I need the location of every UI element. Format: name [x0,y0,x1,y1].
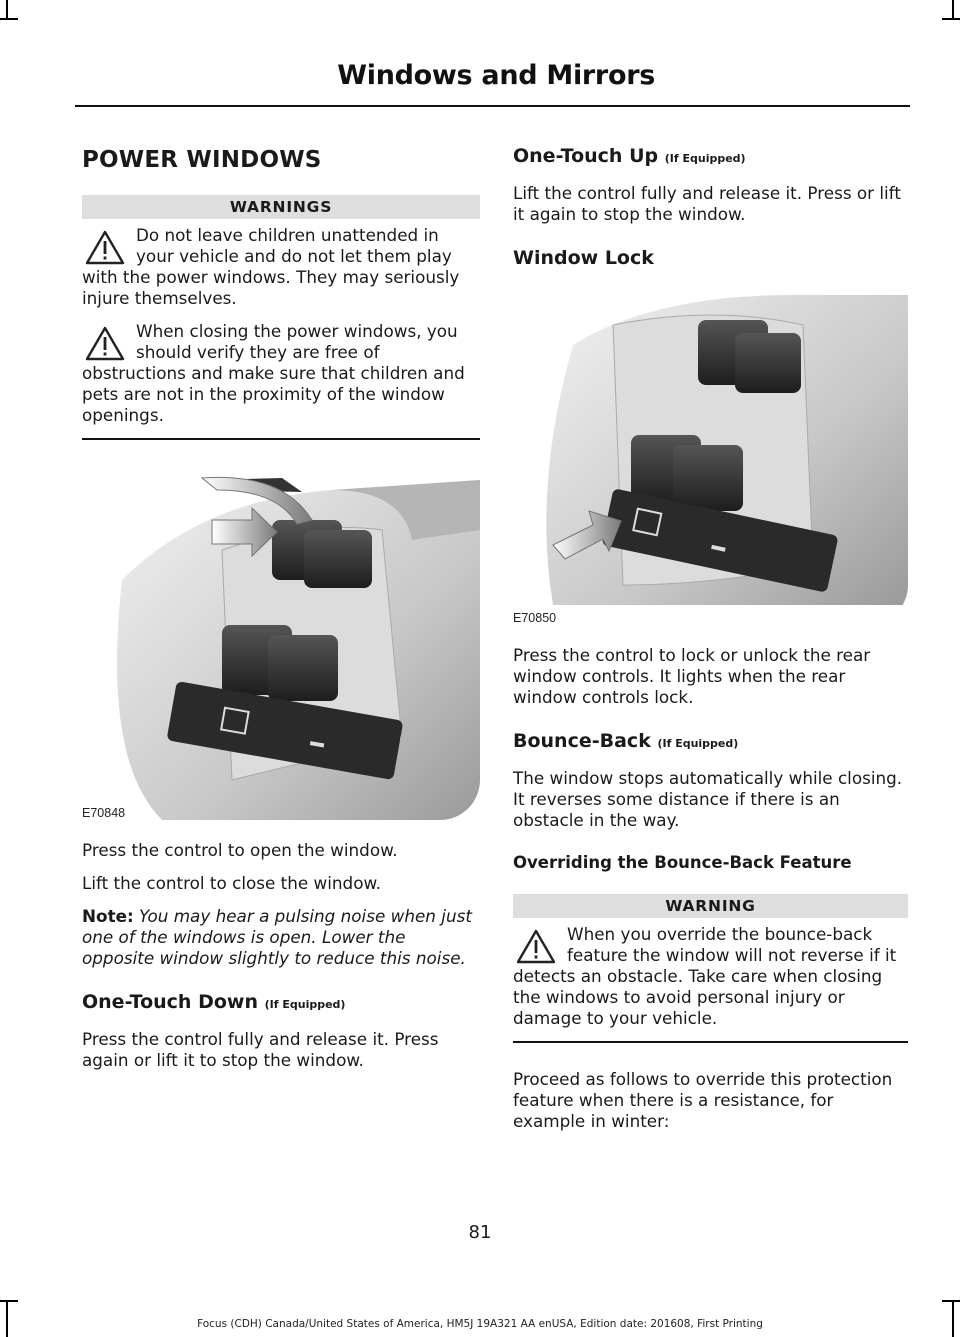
subsection-title [82,991,480,1013]
crop-mark [6,0,8,18]
subsection-title: Window Lock [513,247,654,269]
paragraph: Lift the control to close the window. [82,872,381,893]
page-footer: Focus (CDH) Canada/United States of America, HM5J 19A321 AA enUSA, Edition date: 201608, First Printing [197,1318,763,1330]
paragraph: The window stops automatically while closing. It reverses some distance if there is an obstacle in the way. [513,768,903,830]
paragraph: Press the control to open the window. [82,839,398,860]
note-text: You may hear a pulsing noise when just one of the windows is open. Lower the opposite window slightly to reduce this noise. [82,905,472,968]
warnings-header: WARNINGS [82,195,480,219]
page-header-title: Windows and Mirrors [337,60,655,91]
if-equipped-qualifier: (If Equipped) [657,737,739,750]
warning-triangle-icon [84,229,126,267]
warning-triangle-icon [84,325,126,363]
warning-item [513,924,908,1029]
subsection-title-text: One-Touch Up [513,145,659,167]
warning-end-rule [513,1041,908,1043]
crop-mark [942,18,960,20]
warning-text: When closing the power windows, you should verify they are free of obstructions and make sure that children and pets are not in the proximity of the window openings. [82,321,465,425]
left-column [82,135,480,1083]
page-number: 81 [468,1222,492,1243]
window-lock-illustration [513,285,908,625]
section-title: POWER WINDOWS [82,147,322,173]
warning-text: When you override the bounce-back feature the window will not reverse if it detects an obstacle. Take care when closing the windows to avoid personal injury or damage to your vehicle. [513,924,897,1028]
subsection-title [513,145,908,167]
paragraph: Press the control fully and release it. Press again or lift it to stop the window. [82,1028,439,1070]
warning-text: Do not leave children unattended in your vehicle and do not let them play with the power windows. They may seriously injure themselves. [82,225,460,308]
crop-mark [0,18,18,20]
paragraph: Press the control to lock or unlock the rear window controls. It lights when the rear window controls lock. [513,645,871,707]
warning-header: WARNING [513,894,908,918]
crop-mark [0,1300,18,1302]
crop-mark [942,1300,960,1302]
warning-triangle-icon [515,928,557,966]
header-divider [75,105,910,107]
subsubsection-title: Overriding the Bounce-Back Feature [513,853,852,872]
subsection-title-text: One-Touch Down [82,990,258,1013]
subsection-title-text: Bounce-Back [513,730,651,752]
if-equipped-qualifier: (If Equipped) [664,152,746,165]
window-lock-figure [513,285,908,625]
warnings-end-rule [82,438,480,440]
paragraph: Lift the control fully and release it. Press or lift it again to stop the window. [513,183,901,224]
right-column [513,135,908,1144]
window-switch-figure [82,460,480,820]
if-equipped-qualifier: (If Equipped) [264,997,346,1011]
paragraph: Proceed as follows to override this protection feature when there is a resistance, for example in winter: [513,1068,893,1131]
figure-code: E70850 [513,611,557,625]
crop-mark [952,0,954,18]
figure-code: E70848 [82,805,126,820]
note [82,906,480,969]
note-label: Note: [82,905,134,926]
window-switch-illustration [82,460,480,820]
subsection-title [513,730,908,752]
warning-item [82,321,480,426]
warning-item [82,225,480,309]
